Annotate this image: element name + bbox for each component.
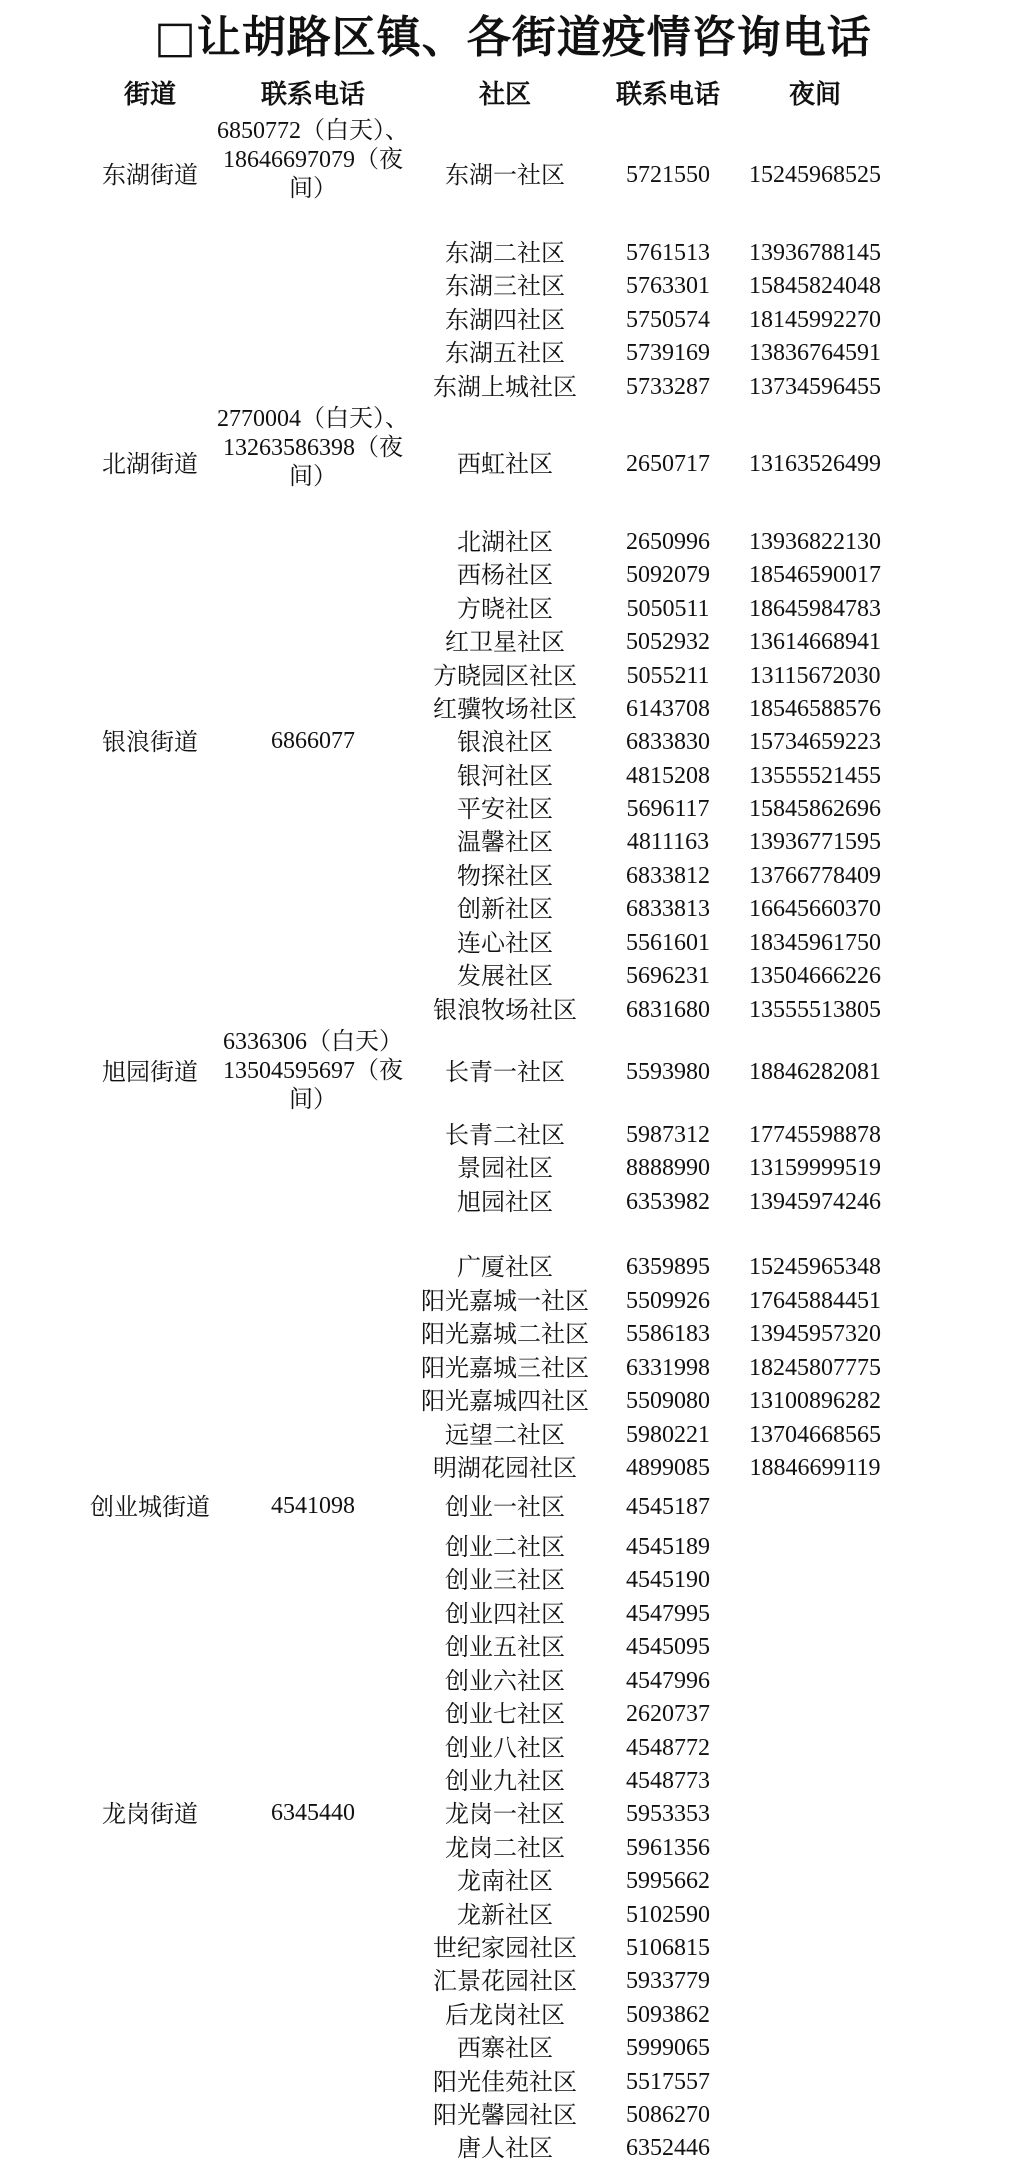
header-street-phone: 联系电话 [260,80,365,110]
community-phone: 6353982 [626,1189,710,1215]
community-phone: 6833830 [626,729,710,755]
community-phone: 5750574 [626,307,710,333]
street-phone: 6850772（白天）、18646697079（夜间） [217,118,409,202]
community-phone: 5106815 [626,1935,710,1961]
community-phone: 5593980 [626,1059,710,1085]
community-name: 东湖一社区 [445,161,565,189]
community-name: 温馨社区 [457,828,553,856]
street-phone: 6336306（白天）13504595697（夜间） [223,1029,403,1113]
community-night-phone: 13704668565 [749,1422,881,1448]
community-phone: 5995662 [626,1868,710,1894]
community-phone: 4811163 [626,829,710,855]
community-name: 银浪牧场社区 [433,996,577,1024]
community-name: 龙岗二社区 [445,1834,565,1862]
community-phone: 5733287 [626,374,710,400]
community-name: 阳光嘉城一社区 [421,1287,589,1315]
community-name: 西寨社区 [457,2034,553,2062]
community-phone: 5696231 [626,963,710,989]
community-phone: 4545190 [626,1567,710,1593]
community-name: 汇景花园社区 [433,1967,577,1995]
community-phone: 5739169 [626,340,710,366]
community-name: 西杨社区 [457,561,553,589]
community-night-phone: 13100896282 [749,1388,881,1414]
community-name: 连心社区 [457,929,553,957]
street-phone: 6345440 [271,1800,355,1826]
community-phone: 4547995 [626,1601,710,1627]
community-name: 创业一社区 [445,1493,565,1521]
community-phone: 5093862 [626,2002,710,2028]
community-phone: 5961356 [626,1835,710,1861]
community-phone: 5561601 [626,930,710,956]
street-name: 龙岗街道 [102,1800,198,1828]
community-phone: 5517557 [626,2069,710,2095]
community-name: 创业六社区 [445,1667,565,1695]
community-night-phone: 15845862696 [749,796,881,822]
community-phone: 4545187 [626,1494,710,1520]
community-phone: 5933779 [626,1968,710,1994]
community-name: 银浪社区 [457,728,553,756]
community-name: 红骥牧场社区 [433,695,577,723]
community-name: 阳光嘉城二社区 [421,1320,589,1348]
community-phone: 5086270 [626,2102,710,2128]
community-night-phone: 13936771595 [749,829,881,855]
community-phone: 5999065 [626,2035,710,2061]
community-phone: 5987312 [626,1122,710,1148]
community-night-phone: 13945957320 [749,1321,881,1347]
header-street: 街道 [123,80,176,110]
community-night-phone: 16645660370 [749,896,881,922]
community-night-phone: 13163526499 [749,451,881,477]
community-name: 东湖上城社区 [433,373,577,401]
community-night-phone: 13836764591 [749,340,881,366]
community-name: 东湖三社区 [445,272,565,300]
community-phone: 5586183 [626,1321,710,1347]
community-name: 旭园社区 [457,1188,553,1216]
community-name: 龙岗一社区 [445,1800,565,1828]
community-phone: 5050511 [626,596,710,622]
community-night-phone: 17745598878 [749,1122,881,1148]
community-name: 龙南社区 [457,1867,553,1895]
community-name: 东湖二社区 [445,239,565,267]
community-phone: 6143708 [626,696,710,722]
street-name: 东湖街道 [102,161,198,189]
header-community: 社区 [478,80,531,110]
community-phone: 6833813 [626,896,710,922]
community-name: 阳光佳苑社区 [433,2068,577,2096]
community-name: 物探社区 [457,862,553,890]
community-phone: 4547996 [626,1668,710,1694]
community-name: 创业四社区 [445,1600,565,1628]
community-name: 红卫星社区 [445,628,565,656]
community-name: 创业九社区 [445,1767,565,1795]
community-phone: 4545095 [626,1634,710,1660]
community-night-phone: 13945974246 [749,1189,881,1215]
community-name: 西虹社区 [457,450,553,478]
community-night-phone: 18846282081 [749,1059,881,1085]
header-community-phone: 联系电话 [615,80,720,110]
street-name: 旭园街道 [102,1058,198,1086]
header-night: 夜间 [788,80,841,110]
community-phone: 5092079 [626,562,710,588]
street-phone: 4541098 [271,1493,355,1519]
community-name: 阳光嘉城四社区 [421,1387,589,1415]
community-name: 创业五社区 [445,1633,565,1661]
community-phone: 6831680 [626,997,710,1023]
community-name: 创新社区 [457,895,553,923]
community-name: 长青二社区 [445,1121,565,1149]
community-phone: 4815208 [626,763,710,789]
community-name: 创业八社区 [445,1734,565,1762]
community-name: 发展社区 [457,962,553,990]
community-night-phone: 18145992270 [749,307,881,333]
street-phone: 6866077 [271,728,355,754]
community-night-phone: 13766778409 [749,863,881,889]
community-night-phone: 13159999519 [749,1155,881,1181]
community-phone: 5953353 [626,1801,710,1827]
community-phone: 2650717 [626,451,710,477]
community-phone: 2620737 [626,1701,710,1727]
community-phone: 5980221 [626,1422,710,1448]
community-phone: 8888990 [626,1155,710,1181]
community-name: 银河社区 [457,762,553,790]
community-phone: 6833812 [626,863,710,889]
community-name: 景园社区 [457,1154,553,1182]
community-phone: 4899085 [626,1455,710,1481]
community-name: 东湖四社区 [445,306,565,334]
community-name: 创业七社区 [445,1700,565,1728]
community-night-phone: 15245968525 [749,162,881,188]
community-night-phone: 13555513805 [749,997,881,1023]
community-night-phone: 13734596455 [749,374,881,400]
community-night-phone: 13936788145 [749,240,881,266]
community-night-phone: 13614668941 [749,629,881,655]
community-name: 创业二社区 [445,1533,565,1561]
community-phone: 6352446 [626,2135,710,2161]
community-phone: 5721550 [626,162,710,188]
community-night-phone: 15734659223 [749,729,881,755]
community-phone: 2650996 [626,529,710,555]
page-title: □让胡路区镇、各街道疫情咨询电话 [154,12,872,63]
community-name: 长青一社区 [445,1058,565,1086]
community-phone: 5509080 [626,1388,710,1414]
street-name: 创业城街道 [90,1493,210,1521]
community-name: 世纪家园社区 [433,1934,577,1962]
community-night-phone: 18846699119 [749,1455,881,1481]
community-name: 方晓园区社区 [433,662,577,690]
community-night-phone: 18546590017 [749,562,881,588]
community-phone: 5696117 [626,796,710,822]
community-phone: 5102590 [626,1902,710,1928]
community-name: 东湖五社区 [445,339,565,367]
community-name: 平安社区 [457,795,553,823]
community-name: 明湖花园社区 [433,1454,577,1482]
community-name: 创业三社区 [445,1566,565,1594]
community-name: 唐人社区 [457,2134,553,2162]
community-phone: 5761513 [626,240,710,266]
community-phone: 5763301 [626,273,710,299]
community-night-phone: 13504666226 [749,963,881,989]
community-phone: 6331998 [626,1355,710,1381]
community-night-phone: 18645984783 [749,596,881,622]
community-phone: 4548772 [626,1735,710,1761]
community-name: 远望二社区 [445,1421,565,1449]
community-phone: 5509926 [626,1288,710,1314]
street-phone: 2770004（白天）、13263586398（夜间） [217,406,409,490]
street-name: 北湖街道 [102,450,198,478]
community-phone: 5052932 [626,629,710,655]
community-night-phone: 13115672030 [749,663,881,689]
community-name: 后龙岗社区 [445,2001,565,2029]
community-name: 阳光嘉城三社区 [421,1354,589,1382]
community-name: 方晓社区 [457,595,553,623]
community-name: 龙新社区 [457,1901,553,1929]
community-night-phone: 18546588576 [749,696,881,722]
community-night-phone: 18345961750 [749,930,881,956]
community-phone: 6359895 [626,1254,710,1280]
community-phone: 4545189 [626,1534,710,1560]
community-name: 阳光馨园社区 [433,2101,577,2129]
community-night-phone: 13936822130 [749,529,881,555]
community-name: 广厦社区 [457,1253,553,1281]
community-night-phone: 15245965348 [749,1254,881,1280]
community-night-phone: 18245807775 [749,1355,881,1381]
community-night-phone: 13555521455 [749,763,881,789]
community-name: 北湖社区 [457,528,553,556]
community-phone: 5055211 [626,663,710,689]
community-phone: 4548773 [626,1768,710,1794]
street-name: 银浪街道 [102,728,198,756]
community-night-phone: 17645884451 [749,1288,881,1314]
community-night-phone: 15845824048 [749,273,881,299]
